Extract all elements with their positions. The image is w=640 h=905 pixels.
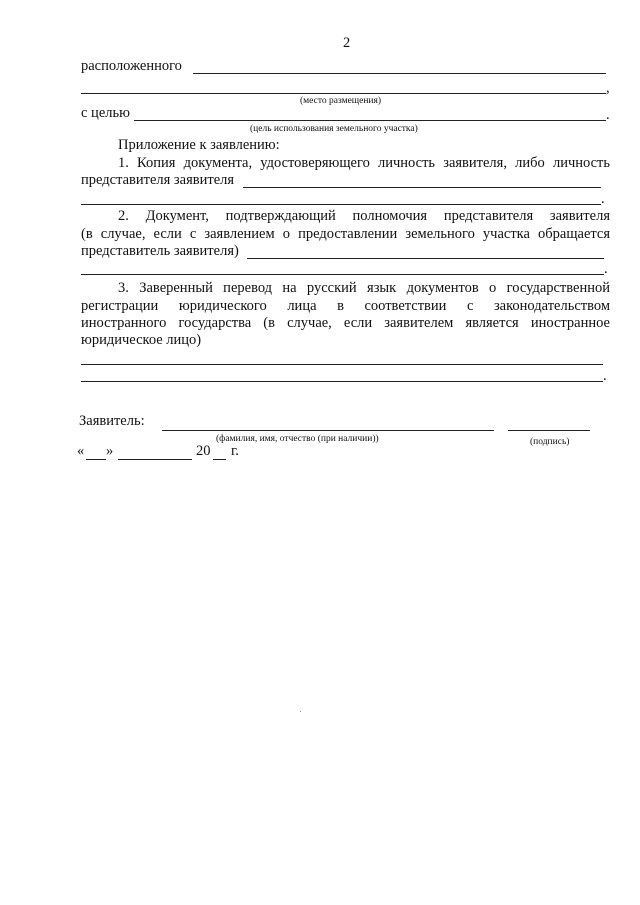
item2-line3: представитель заявителя): [81, 243, 239, 259]
date-close-quote: »: [106, 443, 114, 459]
signature-caption: (подпись): [530, 437, 570, 447]
item2-line2: (в случае, если с заявлением о предоставлении земельного участка обращается: [81, 226, 610, 242]
purpose-line[interactable]: [134, 120, 606, 121]
item1-line-a[interactable]: [243, 187, 601, 188]
name-caption: (фамилия, имя, отчество (при наличии)): [216, 434, 379, 444]
purpose-period: .: [606, 107, 610, 123]
location-caption: (место размещения): [300, 96, 382, 106]
date-month-line[interactable]: [118, 459, 192, 460]
item1-line-b[interactable]: [81, 204, 601, 205]
date-year-suffix: г.: [231, 443, 239, 459]
date-year-prefix: 20: [196, 443, 211, 459]
location-comma: ,: [606, 80, 610, 96]
attachments-heading: Приложение к заявлению:: [118, 137, 280, 153]
item3-line-a[interactable]: [81, 364, 603, 365]
item2-line1: 2. Документ, подтверждающий полномочия представителя заявителя: [118, 208, 610, 224]
date-day-line[interactable]: [86, 459, 106, 460]
item2-line-b[interactable]: [81, 274, 604, 275]
item1-line2: представителя заявителя: [81, 172, 235, 188]
scan-speck: [300, 711, 301, 712]
page-number: 2: [343, 35, 351, 51]
date-year-line[interactable]: [213, 459, 226, 460]
location-line-2[interactable]: [81, 93, 606, 94]
applicant-signature-line[interactable]: [508, 430, 590, 431]
item3-line1: 3. Заверенный перевод на русский язык документов о государственной: [118, 280, 610, 296]
item3-period: .: [603, 368, 607, 384]
item1-period: .: [601, 191, 605, 207]
location-line-1[interactable]: [193, 73, 606, 74]
purpose-label: с целью: [81, 105, 130, 121]
item3-line-b[interactable]: [81, 381, 603, 382]
item2-line-a[interactable]: [247, 258, 604, 259]
item3-line2: регистрации юридического лица в соответствии с законодательством: [81, 298, 610, 314]
item1-line1: 1. Копия документа, удостоверяющего личность заявителя, либо личность: [118, 155, 610, 171]
date-open-quote: «: [77, 443, 85, 459]
item3-line4: юридическое лицо): [81, 332, 202, 348]
item3-line3: иностранного государства (в случае, если заявителем является иностранное: [81, 315, 610, 331]
item2-period: .: [604, 261, 608, 277]
location-label: расположенного: [81, 58, 182, 74]
applicant-name-line[interactable]: [162, 430, 494, 431]
purpose-caption: (цель использования земельного участка): [250, 124, 418, 134]
applicant-label: Заявитель:: [79, 413, 145, 429]
